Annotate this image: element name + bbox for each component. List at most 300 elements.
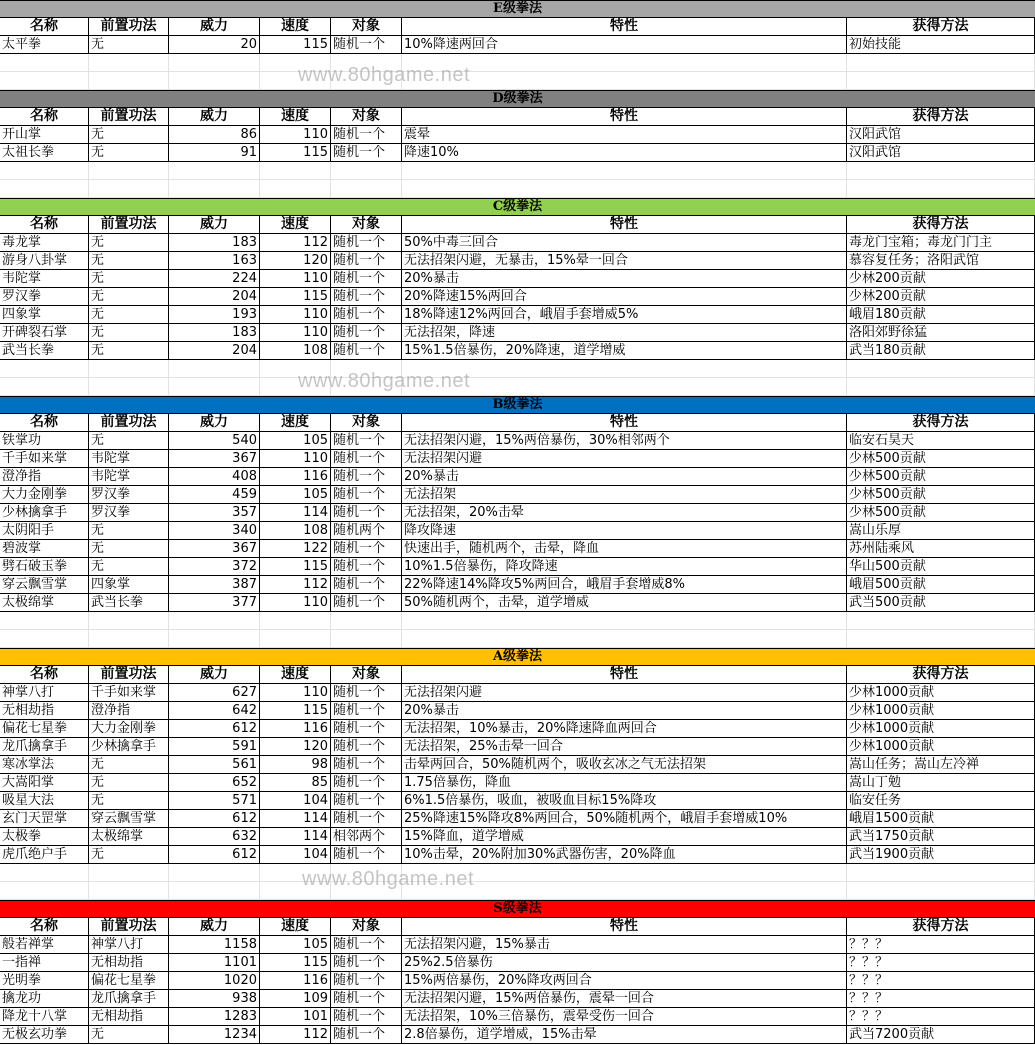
- cell-source[interactable]: 嵩山丁勉: [847, 774, 1035, 792]
- cell-name[interactable]: 罗汉拳: [0, 288, 89, 306]
- cell-power[interactable]: 91: [169, 144, 260, 162]
- cell-name[interactable]: 四象掌: [0, 306, 89, 324]
- cell-traits[interactable]: 无法招架，10%三倍暴伤，震晕受伤一回合: [402, 1008, 847, 1026]
- cell-target[interactable]: 随机一个: [331, 504, 402, 522]
- cell-traits[interactable]: 降攻降速: [402, 522, 847, 540]
- empty-cell[interactable]: [402, 630, 847, 648]
- cell-prereq[interactable]: 罗汉拳: [89, 504, 169, 522]
- cell-target[interactable]: 随机一个: [331, 702, 402, 720]
- cell-source[interactable]: 峨眉1500贡献: [847, 810, 1035, 828]
- cell-traits[interactable]: 20%降速15%两回合: [402, 288, 847, 306]
- empty-cell[interactable]: [169, 360, 260, 378]
- cell-name[interactable]: 开山掌: [0, 126, 89, 144]
- cell-name[interactable]: 铁掌功: [0, 432, 89, 450]
- empty-cell[interactable]: [331, 630, 402, 648]
- empty-cell[interactable]: [402, 612, 847, 630]
- empty-cell[interactable]: [89, 54, 169, 72]
- cell-speed[interactable]: 105: [260, 486, 331, 504]
- cell-target[interactable]: 随机一个: [331, 234, 402, 252]
- cell-target[interactable]: 随机一个: [331, 990, 402, 1008]
- empty-cell[interactable]: [847, 360, 1035, 378]
- cell-speed[interactable]: 114: [260, 828, 331, 846]
- cell-source[interactable]: ？？？: [847, 990, 1035, 1008]
- empty-cell[interactable]: [331, 612, 402, 630]
- cell-target[interactable]: 随机一个: [331, 720, 402, 738]
- cell-speed[interactable]: 122: [260, 540, 331, 558]
- cell-traits[interactable]: 无法招架闪避，15%暴击: [402, 936, 847, 954]
- empty-cell[interactable]: [847, 54, 1035, 72]
- cell-prereq[interactable]: 无: [89, 792, 169, 810]
- cell-traits[interactable]: 2.8倍暴伤，道学增威，15%击晕: [402, 1026, 847, 1044]
- cell-traits[interactable]: 20%暴击: [402, 468, 847, 486]
- cell-traits[interactable]: 25%降速15%降攻8%两回合，50%随机两个，峨眉手套增威10%: [402, 810, 847, 828]
- empty-cell[interactable]: [847, 630, 1035, 648]
- cell-prereq[interactable]: 罗汉拳: [89, 486, 169, 504]
- empty-cell[interactable]: [89, 630, 169, 648]
- cell-speed[interactable]: 120: [260, 738, 331, 756]
- empty-cell[interactable]: [169, 630, 260, 648]
- cell-speed[interactable]: 115: [260, 558, 331, 576]
- cell-source[interactable]: 慕容复任务；洛阳武馆: [847, 252, 1035, 270]
- empty-cell[interactable]: [331, 162, 402, 180]
- cell-target[interactable]: 随机一个: [331, 126, 402, 144]
- cell-speed[interactable]: 110: [260, 270, 331, 288]
- cell-name[interactable]: 玄门天罡掌: [0, 810, 89, 828]
- cell-speed[interactable]: 110: [260, 594, 331, 612]
- cell-prereq[interactable]: 无相劫指: [89, 1008, 169, 1026]
- cell-traits[interactable]: 15%1.5倍暴伤，20%降速，道学增威: [402, 342, 847, 360]
- cell-name[interactable]: 碧波掌: [0, 540, 89, 558]
- cell-source[interactable]: 武当7200贡献: [847, 1026, 1035, 1044]
- cell-power[interactable]: 372: [169, 558, 260, 576]
- cell-name[interactable]: 一指禅: [0, 954, 89, 972]
- cell-prereq[interactable]: 大力金刚拳: [89, 720, 169, 738]
- cell-target[interactable]: 随机一个: [331, 342, 402, 360]
- cell-target[interactable]: 随机一个: [331, 756, 402, 774]
- cell-speed[interactable]: 105: [260, 936, 331, 954]
- cell-target[interactable]: 相邻两个: [331, 828, 402, 846]
- cell-speed[interactable]: 120: [260, 252, 331, 270]
- cell-name[interactable]: 寒冰掌法: [0, 756, 89, 774]
- cell-traits[interactable]: 无法招架闪避: [402, 450, 847, 468]
- empty-cell[interactable]: [331, 180, 402, 198]
- cell-target[interactable]: 随机一个: [331, 594, 402, 612]
- cell-source[interactable]: 汉阳武馆: [847, 144, 1035, 162]
- cell-target[interactable]: 随机一个: [331, 144, 402, 162]
- cell-prereq[interactable]: 穿云飘雪掌: [89, 810, 169, 828]
- cell-traits[interactable]: 无法招架，20%击晕: [402, 504, 847, 522]
- cell-traits[interactable]: 25%2.5倍暴伤: [402, 954, 847, 972]
- cell-power[interactable]: 183: [169, 324, 260, 342]
- cell-source[interactable]: 少林500贡献: [847, 450, 1035, 468]
- empty-cell[interactable]: [847, 864, 1035, 882]
- cell-name[interactable]: 太祖长拳: [0, 144, 89, 162]
- empty-cell[interactable]: [0, 54, 89, 72]
- cell-power[interactable]: 627: [169, 684, 260, 702]
- cell-target[interactable]: 随机一个: [331, 576, 402, 594]
- cell-target[interactable]: 随机两个: [331, 522, 402, 540]
- empty-cell[interactable]: [89, 612, 169, 630]
- cell-source[interactable]: 峨眉500贡献: [847, 576, 1035, 594]
- cell-speed[interactable]: 112: [260, 576, 331, 594]
- cell-prereq[interactable]: 无: [89, 774, 169, 792]
- cell-name[interactable]: 吸星大法: [0, 792, 89, 810]
- cell-prereq[interactable]: 千手如来掌: [89, 684, 169, 702]
- cell-name[interactable]: 光明拳: [0, 972, 89, 990]
- cell-power[interactable]: 1101: [169, 954, 260, 972]
- cell-prereq[interactable]: 无: [89, 846, 169, 864]
- cell-source[interactable]: 洛阳郊野徐猛: [847, 324, 1035, 342]
- cell-source[interactable]: 武当1750贡献: [847, 828, 1035, 846]
- cell-prereq[interactable]: 无: [89, 540, 169, 558]
- cell-power[interactable]: 1234: [169, 1026, 260, 1044]
- cell-target[interactable]: 随机一个: [331, 684, 402, 702]
- cell-prereq[interactable]: 无: [89, 1026, 169, 1044]
- cell-target[interactable]: 随机一个: [331, 792, 402, 810]
- empty-cell[interactable]: [169, 378, 260, 396]
- empty-cell[interactable]: [847, 162, 1035, 180]
- empty-cell[interactable]: [169, 54, 260, 72]
- cell-traits[interactable]: 快速出手，随机两个，击晕，降血: [402, 540, 847, 558]
- empty-cell[interactable]: [847, 612, 1035, 630]
- cell-speed[interactable]: 115: [260, 702, 331, 720]
- cell-name[interactable]: 韦陀掌: [0, 270, 89, 288]
- cell-target[interactable]: 随机一个: [331, 252, 402, 270]
- cell-power[interactable]: 408: [169, 468, 260, 486]
- cell-traits[interactable]: 无法招架: [402, 486, 847, 504]
- cell-prereq[interactable]: 无: [89, 252, 169, 270]
- cell-speed[interactable]: 108: [260, 522, 331, 540]
- cell-speed[interactable]: 104: [260, 792, 331, 810]
- cell-prereq[interactable]: 无: [89, 558, 169, 576]
- cell-power[interactable]: 612: [169, 810, 260, 828]
- cell-source[interactable]: 临安石昊天: [847, 432, 1035, 450]
- cell-name[interactable]: 般若禅掌: [0, 936, 89, 954]
- cell-source[interactable]: 毒龙门宝箱；毒龙门门主: [847, 234, 1035, 252]
- cell-power[interactable]: 357: [169, 504, 260, 522]
- cell-speed[interactable]: 110: [260, 126, 331, 144]
- cell-name[interactable]: 无相劫指: [0, 702, 89, 720]
- cell-power[interactable]: 571: [169, 792, 260, 810]
- cell-target[interactable]: 随机一个: [331, 810, 402, 828]
- cell-target[interactable]: 随机一个: [331, 738, 402, 756]
- cell-source[interactable]: 少林1000贡献: [847, 738, 1035, 756]
- empty-cell[interactable]: [169, 72, 260, 90]
- cell-prereq[interactable]: 无: [89, 126, 169, 144]
- cell-source[interactable]: 峨眉180贡献: [847, 306, 1035, 324]
- cell-name[interactable]: 无极玄功拳: [0, 1026, 89, 1044]
- cell-name[interactable]: 虎爪绝户手: [0, 846, 89, 864]
- cell-source[interactable]: ？？？: [847, 972, 1035, 990]
- empty-cell[interactable]: [0, 612, 89, 630]
- cell-speed[interactable]: 110: [260, 306, 331, 324]
- empty-cell[interactable]: [0, 360, 89, 378]
- cell-power[interactable]: 591: [169, 738, 260, 756]
- empty-cell[interactable]: [260, 612, 331, 630]
- empty-cell[interactable]: [169, 180, 260, 198]
- cell-power[interactable]: 459: [169, 486, 260, 504]
- cell-speed[interactable]: 101: [260, 1008, 331, 1026]
- cell-power[interactable]: 183: [169, 234, 260, 252]
- cell-traits[interactable]: 20%暴击: [402, 702, 847, 720]
- cell-target[interactable]: 随机一个: [331, 1026, 402, 1044]
- cell-source[interactable]: 苏州陆乘风: [847, 540, 1035, 558]
- cell-traits[interactable]: 20%暴击: [402, 270, 847, 288]
- cell-traits[interactable]: 震晕: [402, 126, 847, 144]
- cell-speed[interactable]: 108: [260, 342, 331, 360]
- cell-speed[interactable]: 115: [260, 288, 331, 306]
- cell-source[interactable]: 少林500贡献: [847, 468, 1035, 486]
- cell-prereq[interactable]: 无: [89, 36, 169, 54]
- cell-name[interactable]: 大力金刚拳: [0, 486, 89, 504]
- empty-cell[interactable]: [260, 180, 331, 198]
- cell-speed[interactable]: 115: [260, 144, 331, 162]
- cell-power[interactable]: 367: [169, 450, 260, 468]
- cell-traits[interactable]: 10%击晕，20%附加30%武器伤害，20%降血: [402, 846, 847, 864]
- cell-source[interactable]: 嵩山乐厚: [847, 522, 1035, 540]
- cell-name[interactable]: 大嵩阳掌: [0, 774, 89, 792]
- cell-power[interactable]: 612: [169, 846, 260, 864]
- empty-cell[interactable]: [0, 180, 89, 198]
- cell-traits[interactable]: 10%降速两回合: [402, 36, 847, 54]
- cell-target[interactable]: 随机一个: [331, 468, 402, 486]
- cell-power[interactable]: 387: [169, 576, 260, 594]
- cell-power[interactable]: 1283: [169, 1008, 260, 1026]
- cell-prereq[interactable]: 无: [89, 288, 169, 306]
- empty-cell[interactable]: [0, 864, 89, 882]
- cell-traits[interactable]: 无法招架闪避: [402, 684, 847, 702]
- cell-source[interactable]: 少林1000贡献: [847, 684, 1035, 702]
- cell-power[interactable]: 193: [169, 306, 260, 324]
- empty-cell[interactable]: [89, 882, 169, 900]
- empty-cell[interactable]: [0, 162, 89, 180]
- cell-traits[interactable]: 无法招架，10%暴击，20%降速降血两回合: [402, 720, 847, 738]
- cell-speed[interactable]: 109: [260, 990, 331, 1008]
- cell-source[interactable]: 少林200贡献: [847, 288, 1035, 306]
- cell-target[interactable]: 随机一个: [331, 954, 402, 972]
- cell-traits[interactable]: 50%中毒三回合: [402, 234, 847, 252]
- cell-traits[interactable]: 10%1.5倍暴伤，降攻降速: [402, 558, 847, 576]
- cell-source[interactable]: 武当180贡献: [847, 342, 1035, 360]
- cell-power[interactable]: 20: [169, 36, 260, 54]
- cell-prereq[interactable]: 太极绵掌: [89, 828, 169, 846]
- empty-cell[interactable]: [89, 162, 169, 180]
- empty-cell[interactable]: [847, 180, 1035, 198]
- cell-traits[interactable]: 15%降血，道学增威: [402, 828, 847, 846]
- cell-prereq[interactable]: 无: [89, 270, 169, 288]
- cell-power[interactable]: 652: [169, 774, 260, 792]
- cell-name[interactable]: 神掌八打: [0, 684, 89, 702]
- cell-power[interactable]: 938: [169, 990, 260, 1008]
- cell-name[interactable]: 太极绵掌: [0, 594, 89, 612]
- cell-speed[interactable]: 85: [260, 774, 331, 792]
- cell-source[interactable]: 初始技能: [847, 36, 1035, 54]
- cell-traits[interactable]: 6%1.5倍暴伤，吸血，被吸血目标15%降攻: [402, 792, 847, 810]
- cell-speed[interactable]: 110: [260, 324, 331, 342]
- cell-traits[interactable]: 无法招架闪避，15%两倍暴伤，震晕一回合: [402, 990, 847, 1008]
- cell-target[interactable]: 随机一个: [331, 936, 402, 954]
- cell-source[interactable]: ？？？: [847, 954, 1035, 972]
- cell-name[interactable]: 太阴阳手: [0, 522, 89, 540]
- cell-name[interactable]: 劈石破玉拳: [0, 558, 89, 576]
- empty-cell[interactable]: [169, 162, 260, 180]
- cell-prereq[interactable]: 偏花七星拳: [89, 972, 169, 990]
- cell-speed[interactable]: 105: [260, 432, 331, 450]
- cell-target[interactable]: 随机一个: [331, 324, 402, 342]
- cell-name[interactable]: 游身八卦掌: [0, 252, 89, 270]
- cell-power[interactable]: 632: [169, 828, 260, 846]
- cell-traits[interactable]: 无法招架，降速: [402, 324, 847, 342]
- cell-power[interactable]: 204: [169, 288, 260, 306]
- cell-traits[interactable]: 18%降速12%两回合，峨眉手套增威5%: [402, 306, 847, 324]
- cell-power[interactable]: 642: [169, 702, 260, 720]
- cell-prereq[interactable]: 无: [89, 306, 169, 324]
- cell-name[interactable]: 澄净指: [0, 468, 89, 486]
- cell-name[interactable]: 太极拳: [0, 828, 89, 846]
- cell-source[interactable]: 少林500贡献: [847, 486, 1035, 504]
- empty-cell[interactable]: [847, 378, 1035, 396]
- cell-target[interactable]: 随机一个: [331, 306, 402, 324]
- cell-target[interactable]: 随机一个: [331, 846, 402, 864]
- empty-cell[interactable]: [0, 378, 89, 396]
- cell-power[interactable]: 1158: [169, 936, 260, 954]
- empty-cell[interactable]: [89, 360, 169, 378]
- cell-speed[interactable]: 98: [260, 756, 331, 774]
- empty-cell[interactable]: [169, 864, 260, 882]
- cell-source[interactable]: 武当1900贡献: [847, 846, 1035, 864]
- empty-cell[interactable]: [89, 864, 169, 882]
- cell-source[interactable]: 嵩山任务；嵩山左冷禅: [847, 756, 1035, 774]
- cell-speed[interactable]: 116: [260, 468, 331, 486]
- cell-power[interactable]: 367: [169, 540, 260, 558]
- empty-cell[interactable]: [402, 162, 847, 180]
- cell-power[interactable]: 1020: [169, 972, 260, 990]
- cell-power[interactable]: 540: [169, 432, 260, 450]
- empty-cell[interactable]: [260, 162, 331, 180]
- cell-speed[interactable]: 114: [260, 504, 331, 522]
- cell-power[interactable]: 86: [169, 126, 260, 144]
- cell-prereq[interactable]: 无: [89, 432, 169, 450]
- cell-speed[interactable]: 116: [260, 972, 331, 990]
- empty-cell[interactable]: [0, 72, 89, 90]
- cell-source[interactable]: 临安任务: [847, 792, 1035, 810]
- cell-power[interactable]: 204: [169, 342, 260, 360]
- cell-target[interactable]: 随机一个: [331, 36, 402, 54]
- cell-prereq[interactable]: 无: [89, 144, 169, 162]
- cell-prereq[interactable]: 武当长拳: [89, 594, 169, 612]
- cell-speed[interactable]: 110: [260, 450, 331, 468]
- cell-traits[interactable]: 1.75倍暴伤，降血: [402, 774, 847, 792]
- cell-power[interactable]: 163: [169, 252, 260, 270]
- cell-prereq[interactable]: 无: [89, 324, 169, 342]
- cell-traits[interactable]: 15%两倍暴伤，20%降攻两回合: [402, 972, 847, 990]
- cell-traits[interactable]: 50%随机两个，击晕，道学增威: [402, 594, 847, 612]
- cell-power[interactable]: 561: [169, 756, 260, 774]
- cell-prereq[interactable]: 龙爪擒拿手: [89, 990, 169, 1008]
- cell-source[interactable]: 武当500贡献: [847, 594, 1035, 612]
- cell-target[interactable]: 随机一个: [331, 540, 402, 558]
- cell-source[interactable]: ？？？: [847, 1008, 1035, 1026]
- cell-prereq[interactable]: 无相劫指: [89, 954, 169, 972]
- cell-prereq[interactable]: 韦陀掌: [89, 468, 169, 486]
- cell-power[interactable]: 340: [169, 522, 260, 540]
- cell-target[interactable]: 随机一个: [331, 270, 402, 288]
- empty-cell[interactable]: [169, 882, 260, 900]
- cell-prereq[interactable]: 无: [89, 342, 169, 360]
- cell-source[interactable]: 汉阳武馆: [847, 126, 1035, 144]
- empty-cell[interactable]: [847, 72, 1035, 90]
- cell-target[interactable]: 随机一个: [331, 450, 402, 468]
- cell-target[interactable]: 随机一个: [331, 1008, 402, 1026]
- cell-power[interactable]: 224: [169, 270, 260, 288]
- empty-cell[interactable]: [89, 378, 169, 396]
- cell-speed[interactable]: 114: [260, 810, 331, 828]
- cell-speed[interactable]: 112: [260, 234, 331, 252]
- cell-traits[interactable]: 无法招架，25%击晕一回合: [402, 738, 847, 756]
- cell-name[interactable]: 偏花七星拳: [0, 720, 89, 738]
- cell-target[interactable]: 随机一个: [331, 558, 402, 576]
- cell-traits[interactable]: 降速10%: [402, 144, 847, 162]
- cell-prereq[interactable]: 韦陀掌: [89, 450, 169, 468]
- cell-source[interactable]: ？？？: [847, 936, 1035, 954]
- cell-prereq[interactable]: 神掌八打: [89, 936, 169, 954]
- empty-cell[interactable]: [847, 882, 1035, 900]
- empty-cell[interactable]: [0, 882, 89, 900]
- empty-cell[interactable]: [402, 180, 847, 198]
- empty-cell[interactable]: [0, 630, 89, 648]
- cell-speed[interactable]: 115: [260, 954, 331, 972]
- cell-prereq[interactable]: 无: [89, 522, 169, 540]
- empty-cell[interactable]: [169, 612, 260, 630]
- cell-traits[interactable]: 无法招架闪避，15%两倍暴伤，30%相邻两个: [402, 432, 847, 450]
- cell-name[interactable]: 龙爪擒拿手: [0, 738, 89, 756]
- cell-speed[interactable]: 104: [260, 846, 331, 864]
- empty-cell[interactable]: [260, 630, 331, 648]
- cell-source[interactable]: 华山500贡献: [847, 558, 1035, 576]
- cell-source[interactable]: 少林1000贡献: [847, 702, 1035, 720]
- cell-traits[interactable]: 击晕两回合，50%随机两个，吸收玄冰之气无法招架: [402, 756, 847, 774]
- cell-speed[interactable]: 112: [260, 1026, 331, 1044]
- cell-target[interactable]: 随机一个: [331, 432, 402, 450]
- cell-prereq[interactable]: 少林擒拿手: [89, 738, 169, 756]
- empty-cell[interactable]: [89, 72, 169, 90]
- cell-name[interactable]: 开碑裂石掌: [0, 324, 89, 342]
- cell-traits[interactable]: 无法招架闪避，无暴击，15%晕一回合: [402, 252, 847, 270]
- empty-cell[interactable]: [89, 180, 169, 198]
- cell-prereq[interactable]: 四象掌: [89, 576, 169, 594]
- cell-target[interactable]: 随机一个: [331, 288, 402, 306]
- cell-target[interactable]: 随机一个: [331, 486, 402, 504]
- cell-name[interactable]: 擒龙功: [0, 990, 89, 1008]
- cell-traits[interactable]: 22%降速14%降攻5%两回合，峨眉手套增威8%: [402, 576, 847, 594]
- cell-power[interactable]: 612: [169, 720, 260, 738]
- cell-name[interactable]: 太平拳: [0, 36, 89, 54]
- cell-name[interactable]: 千手如来掌: [0, 450, 89, 468]
- cell-speed[interactable]: 115: [260, 36, 331, 54]
- cell-speed[interactable]: 116: [260, 720, 331, 738]
- cell-target[interactable]: 随机一个: [331, 774, 402, 792]
- cell-speed[interactable]: 110: [260, 684, 331, 702]
- cell-prereq[interactable]: 澄净指: [89, 702, 169, 720]
- cell-name[interactable]: 少林擒拿手: [0, 504, 89, 522]
- cell-name[interactable]: 降龙十八掌: [0, 1008, 89, 1026]
- cell-name[interactable]: 武当长拳: [0, 342, 89, 360]
- cell-name[interactable]: 穿云飘雪掌: [0, 576, 89, 594]
- cell-target[interactable]: 随机一个: [331, 972, 402, 990]
- cell-source[interactable]: 少林200贡献: [847, 270, 1035, 288]
- cell-prereq[interactable]: 无: [89, 234, 169, 252]
- cell-source[interactable]: 少林1000贡献: [847, 720, 1035, 738]
